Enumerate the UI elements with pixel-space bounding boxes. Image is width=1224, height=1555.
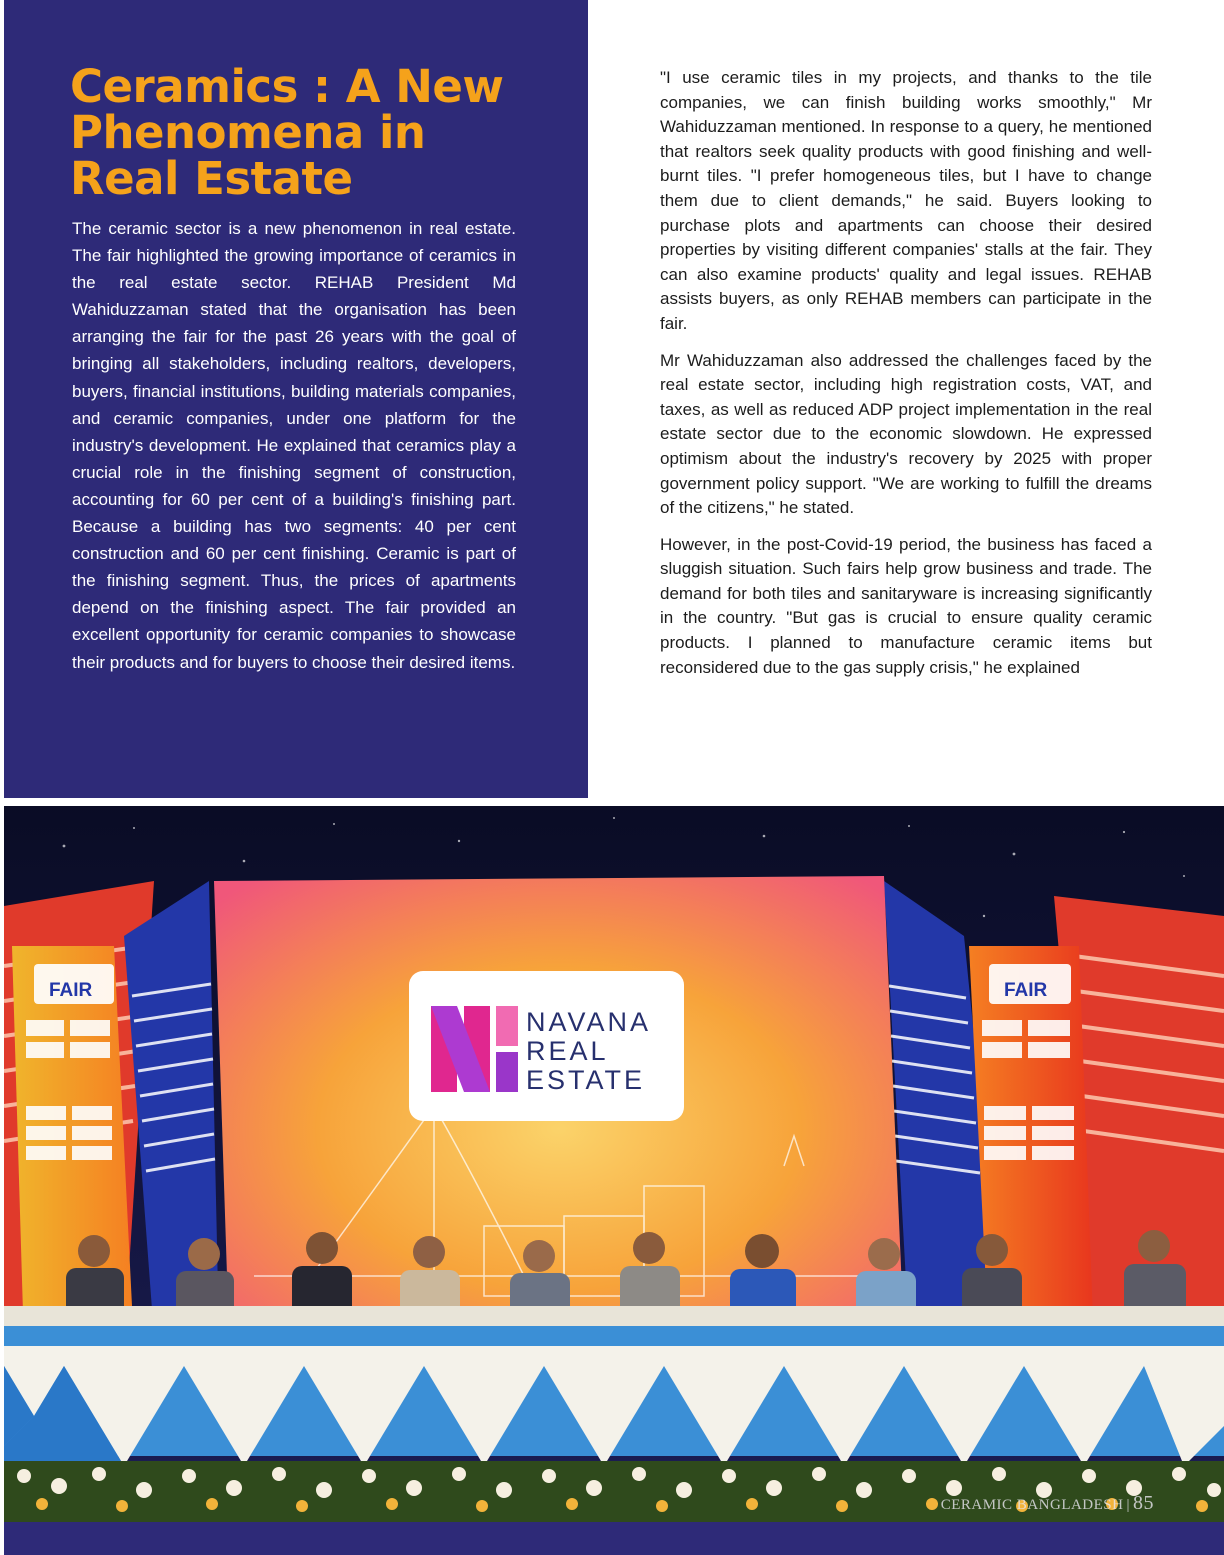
event-stage-photo — [4, 806, 1224, 1522]
body-paragraph: However, in the post-Covid-19 period, the business has faced a sluggish situation. Such fairs help grow business and trade. The demand for both tiles and sanitaryware is increasing significantly in the country. "But gas is crucial to ensure quality ceramic products. I planned to manufacture ceramic items but reconsidered due to the gas supply crisis," he explained — [660, 534, 1152, 677]
banner-left-fair: FAIR — [49, 980, 93, 1001]
page-number: 85 — [1133, 1492, 1154, 1514]
logo-line-real: REAL — [526, 1036, 609, 1066]
footer-band — [4, 1522, 1224, 1555]
banner-right-fair: FAIR — [1004, 980, 1048, 1001]
article-title: Ceramics : A New Phenomena in Real Estate — [70, 60, 504, 205]
body-paragraph: Mr Wahiduzzaman also addressed the challenges faced by the real estate sector, including high registration costs, VAT, and taxes, as well as reduced ADP project implementation in the real estate sector due to the economic slowdown. He expressed optimism about the industry's recovery by 2025 with proper government policy support. "We are working to fulfill the dreams of the citizens," he stated. — [660, 350, 1152, 518]
page-folio — [941, 1492, 1154, 1515]
logo-line-navana: NAVANA — [526, 1007, 652, 1037]
intro-paragraph: The ceramic sector is a new phenomenon in real estate. The fair highlighted the growing importance of ceramics in the real estate sector. REHAB President Md Wahiduzzaman stated that the organisation has been arranging the fair for the past 26 years with the goal of bringing all stakeholders, including realtors, developers, buyers, financial institutions, building materials companies, and ceramic companies, under one platform for the industry's development. He explained that ceramics play a crucial role in the finishing segment of construction, accounting for 60 per cent of a building's finishing part. Because a building has two segments: 40 per cent construction and 60 per cent finishing. Ceramic is part of the finishing segment. Thus, the prices of apartments depend on the finishing aspect. The fair provided an excellent opportunity for ceramic companies to showcase their products and for buyers to choose their desired items. — [72, 219, 516, 672]
folio-separator: | — [1126, 1497, 1130, 1513]
body-column — [660, 66, 1152, 692]
logo-line-estate: ESTATE — [526, 1065, 646, 1095]
body-paragraph: "I use ceramic tiles in my projects, and thanks to the tile companies, we can finish building works smoothly," Mr Wahiduzzaman mentioned. In response to a query, he mentioned that realtors seek quality products with good finishing and well-burnt tiles. "I prefer homogeneous tiles, but I have to change them due to client demands," he said. Buyers looking to purchase plots and apartments can choose their desired properties by visiting different companies' stalls at the fair. They can also examine products' quality and legal issues. REHAB assists buyers, as only REHAB members can participate in the fair. — [660, 68, 1152, 333]
publication-name: CERAMIC BANGLADESH — [940, 1497, 1124, 1513]
